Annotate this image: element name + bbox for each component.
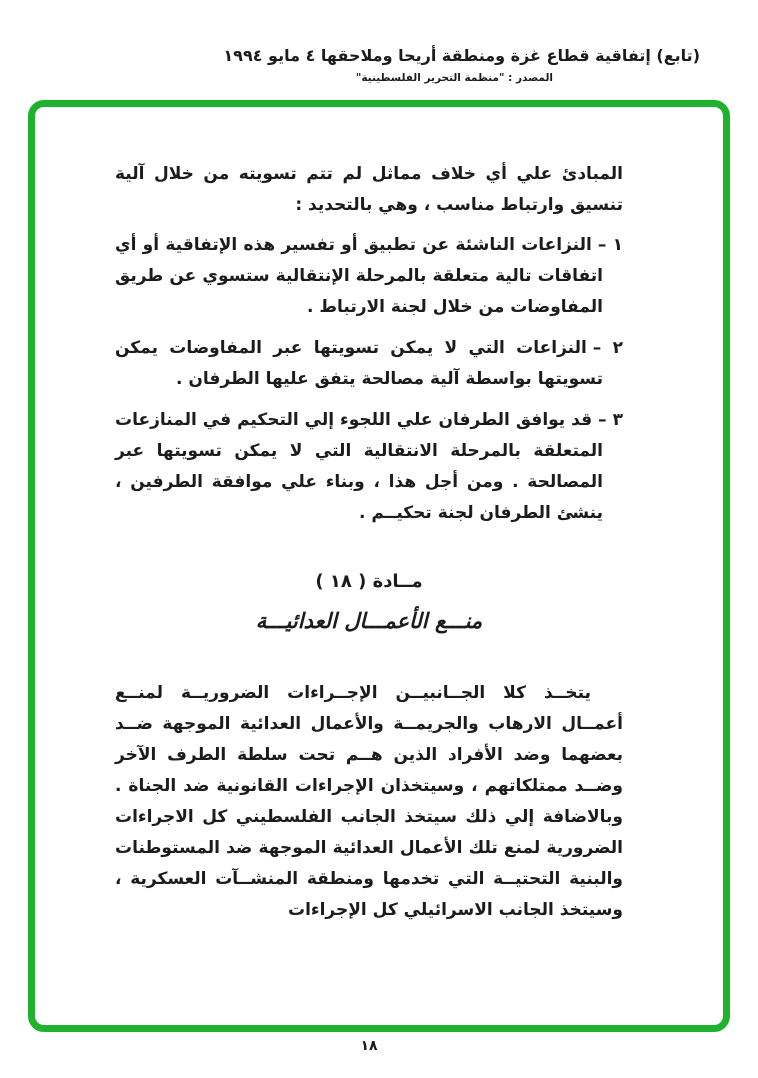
clause-text: قد يوافق الطرفان علي اللجوء إلي التحكيم في المنازعات المتعلقة بالمرحلة الانتقالية التي لا يمكن تسويتها عبر المصالحة . ومن أجل هذا ، وبناء علي موافقة الطرفين ، ينشئ الطرفان لجنة تحكيــم . (115, 410, 603, 523)
clause-number: ١ – (597, 235, 623, 255)
clause-item-1 (115, 230, 623, 323)
clause-item-2 (115, 333, 623, 395)
clause-item-3 (115, 405, 623, 529)
article-heading: مــادة ( ١٨ ) (315, 571, 423, 592)
article-subheading: منـــع الأعمـــال العدائيـــة (255, 608, 483, 633)
clause-text: النزاعات التي لا يمكن تسويتها عبر المفاوضات يمكن تسويتها بواسطة آلية مصالحة يتفق عليها الطرفان . (115, 338, 603, 389)
header-source: المصدر : "منظمة التحرير الفلسطينية" (355, 72, 553, 84)
clause-list (115, 230, 623, 529)
header-title: (تابع) إتفاقية قطاع غزة ومنطقة أريحا وملاحقها ٤ مايو ١٩٩٤ (223, 46, 700, 65)
intro-paragraph: المبادئ علي أي خلاف مماثل لم تتم تسويته من خلال آلية تنسيق وارتباط مناسب ، وهي بالتحديد : (115, 164, 623, 215)
document-content (35, 107, 723, 1025)
clause-number: ٢ – (592, 338, 623, 358)
article-body-paragraph: يتخــذ كلا الجــانبيــن الإجــراءات الضروريــة لمنــع أعمــال الارهاب والجريمــة والأعمال العدائية الموجهة ضــد بعضهما وضد الأفراد الذين هــم تحت سلطة الطرف الآخر وضــد ممتلكاتهم ، وسيتخذان الإجراءات القانونية ضد الجناة . وبالاضافة إلي ذلك سيتخذ الجانب الفلسطيني كل الاجراءات الضرورية لمنع تلك الأعمال العدائية الموجهة ضد المستوطنات والبنية التحتيــة التي تخدمها ومنطقة المنشــآت العسكرية ، وسيتخذ الجانب الاسرائيلي كل الإجراءات (115, 683, 623, 920)
content-border-box (28, 100, 730, 1032)
clause-text: النزاعات الناشئة عن تطبيق أو تفسير هذه الإتفاقية أو أي اتفاقات تالية متعلقة بالمرحلة الإنتقالية ستسوي عن طريق المفاوضات من خلال لجنة الارتباط . (115, 235, 603, 317)
page-number: ١٨ (360, 1038, 378, 1054)
clause-number: ٣ – (598, 410, 624, 430)
